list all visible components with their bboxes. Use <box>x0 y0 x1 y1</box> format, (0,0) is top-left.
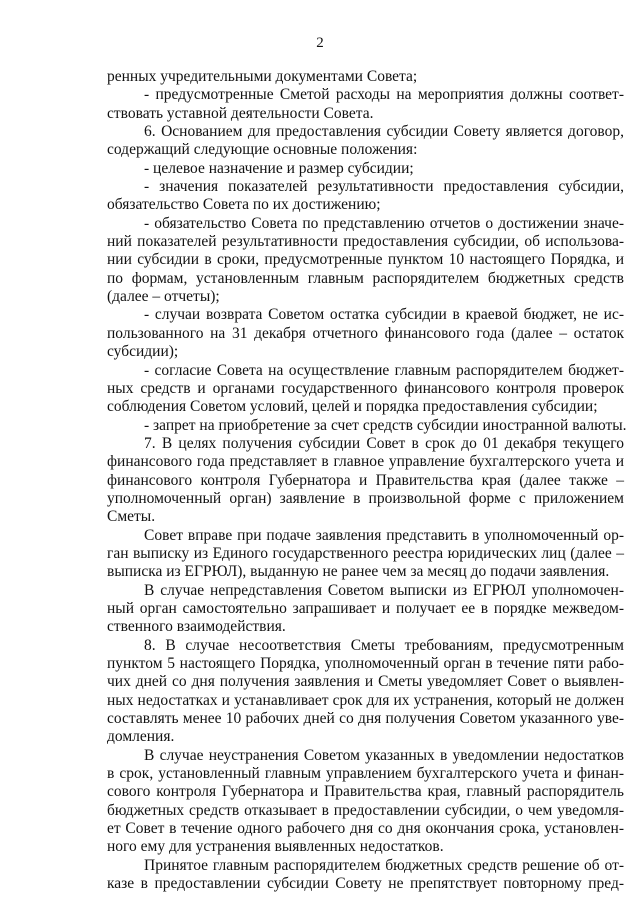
text-line: в срок, установленный главным управлением бухгалтерского учета и финан- <box>107 765 624 783</box>
text-line: обязательство Совета по их достижению; <box>107 196 381 214</box>
text-line: содержащий следующие основные положения: <box>107 141 418 159</box>
text-line: выписка из ЕГРЮЛ), выданную не ранее чем за месяц до подачи заявления. <box>107 563 610 581</box>
text-line: ственного взаимодействия. <box>107 618 286 636</box>
text-line: уполномоченный орган) заявление в произвольной форме с приложением <box>107 489 624 507</box>
text-line: составлять менее 10 рабочих дней со дня получения Советом указанного уве- <box>107 710 624 728</box>
text-line: ных средств и органами государственного финансового контроля проверок <box>107 379 624 397</box>
text-line: ного ему для устранения выявленных недостатков. <box>107 838 444 856</box>
text-line: - согласие Совета на осуществление главным распорядителем бюджет- <box>144 361 624 379</box>
text-line: ный орган самостоятельно запрашивает и получает ее в порядке межведом- <box>107 599 624 617</box>
text-line: по формам, установленным главным распорядителем бюджетных средств <box>107 269 624 287</box>
text-line: пользованного на 31 декабря отчетного финансового года (далее – остаток <box>107 324 624 342</box>
document-body <box>107 68 627 893</box>
text-line: - случаи возврата Советом остатка субсидии в краевой бюджет, не ис- <box>144 306 624 324</box>
text-line: - значения показателей результативности предоставления субсидии, <box>144 178 624 196</box>
text-line: - целевое назначение и размер субсидии; <box>144 159 414 177</box>
page-number: 2 <box>316 35 324 51</box>
text-line: казе в предоставлении субсидии Совету не препятствует повторному пред- <box>107 875 624 893</box>
text-line: ет Совет в течение одного рабочего дня со дня окончания срока, установлен- <box>107 820 624 838</box>
text-line: (далее – отчеты); <box>107 288 220 306</box>
text-line: Совет вправе при подаче заявления представить в уполномоченный ор- <box>144 526 624 544</box>
text-line: - запрет на приобретение за счет средств субсидии иностранной валюты. <box>144 416 627 434</box>
text-line: финансового контроля Губернатора и Правительства края (далее также – <box>107 471 624 489</box>
text-line: сового контроля Губернатора и Правительства края, главный распорядитель <box>107 783 624 801</box>
text-line: 7. В целях получения субсидии Совет в срок до 01 декабря текущего <box>144 434 624 452</box>
text-line: нии субсидии в сроки, предусмотренные пунктом 10 настоящего Порядка, и <box>107 251 624 269</box>
text-line: В случае неустранения Советом указанных в уведомлении недостатков <box>144 746 624 764</box>
text-line: Сметы. <box>107 508 156 526</box>
text-line: домления. <box>107 728 175 746</box>
text-line: ний показателей результативности предоставления субсидии, об использова- <box>107 233 624 251</box>
text-line: 8. В случае несоответствия Сметы требованиям, предусмотренным <box>144 636 624 654</box>
text-line: ных недостатках и устанавливает срок для их устранения, который не должен <box>107 691 624 709</box>
text-line: 6. Основанием для предоставления субсидии Совету является договор, <box>144 123 624 141</box>
text-line: В случае непредставления Советом выписки из ЕГРЮЛ уполномочен- <box>144 581 624 599</box>
text-line: бюджетных средств отказывает в предоставлении субсидии, о чем уведомля- <box>107 801 624 819</box>
text-line: субсидии); <box>107 343 179 361</box>
text-line: чих дней со дня получения заявления и Сметы уведомляет Совет о выявлен- <box>107 673 624 691</box>
text-line: ган выписку из Единого государственного реестра юридических лиц (далее – <box>107 544 624 562</box>
text-line: ствовать уставной деятельности Совета. <box>107 104 374 122</box>
text-line: ренных учредительными документами Совета; <box>107 68 418 85</box>
text-line: Принятое главным распорядителем бюджетных средств решение об от- <box>144 856 624 874</box>
text-line: соблюдения Советом условий, целей и порядка предоставления субсидии; <box>107 398 598 416</box>
text-line: - предусмотренные Сметой расходы на мероприятия должны соответ- <box>144 86 624 104</box>
text-line: - обязательство Совета по представлению отчетов о достижении значе- <box>144 214 624 232</box>
text-line: пунктом 5 настоящего Порядка, уполномоченный орган в течение пяти рабо- <box>107 655 624 672</box>
text-line: финансового года представляет в главное управление бухгалтерского учета и <box>107 453 624 471</box>
